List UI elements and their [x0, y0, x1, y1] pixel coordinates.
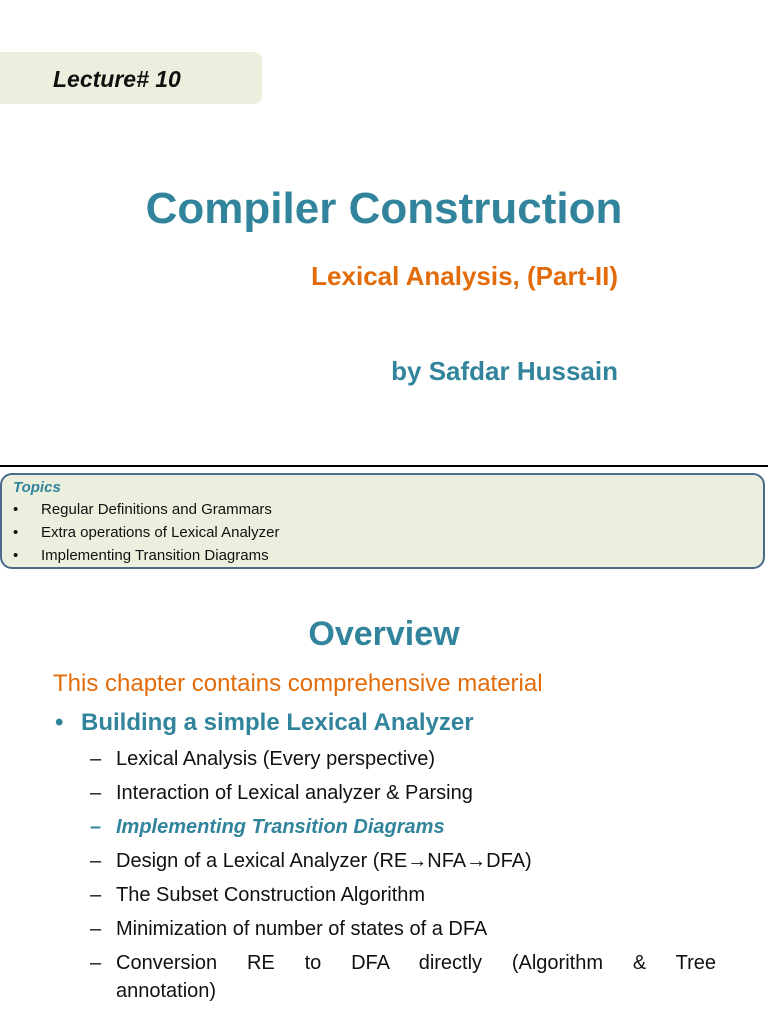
sub-point-label: The Subset Construction Algorithm: [116, 884, 426, 906]
main-bullet-label: Building a simple Lexical Analyzer: [81, 709, 474, 736]
sub-point-label: Interaction of Lexical analyzer & Parsing: [116, 782, 473, 804]
sub-point: [90, 915, 716, 943]
topic-item-label: Implementing Transition Diagrams: [41, 547, 269, 564]
sub-point-label: Design of a Lexical Analyzer (RE→NFA→DFA): [116, 850, 532, 872]
slide-subtitle: Lexical Analysis, (Part-II): [311, 261, 618, 291]
sub-point-label-continued: annotation): [116, 980, 217, 1002]
topic-item: [13, 546, 269, 566]
bullet-icon: •: [13, 547, 19, 564]
chapter-intro: This chapter contains comprehensive material: [53, 670, 543, 697]
bullet-icon: •: [13, 501, 19, 518]
bullet-icon: •: [13, 524, 19, 541]
sub-point: [90, 779, 716, 807]
slide-divider: [0, 465, 768, 467]
sub-point-label: Minimization of number of states of a DFA: [116, 918, 488, 940]
sub-point: [90, 847, 716, 875]
sub-point-label: Conversion RE to DFA directly (Algorithm & Tree: [116, 952, 716, 974]
sub-point-label: Lexical Analysis (Every perspective): [116, 748, 436, 770]
sub-point-label: Implementing Transition Diagrams: [116, 816, 445, 838]
topic-item-label: Extra operations of Lexical Analyzer: [41, 524, 280, 541]
topic-item: [13, 500, 272, 520]
dash-icon: –: [90, 782, 102, 804]
dash-icon: –: [90, 884, 102, 906]
topic-item: [13, 523, 279, 543]
sub-point: [90, 881, 716, 909]
dash-icon: –: [90, 918, 102, 940]
topic-item-label: Regular Definitions and Grammars: [41, 501, 272, 518]
dash-icon: –: [90, 850, 102, 872]
lecture-label: Lecture# 10: [53, 66, 181, 92]
slide-title: Compiler Construction: [145, 184, 623, 233]
dash-icon: –: [90, 748, 102, 770]
author-line: by Safdar Hussain: [391, 356, 618, 386]
bullet-icon: •: [55, 709, 64, 736]
sub-point: [90, 949, 716, 1005]
dash-icon: –: [90, 816, 102, 838]
main-bullet-point: [55, 707, 474, 739]
overview-title: Overview: [308, 615, 460, 653]
sub-point: [90, 745, 716, 773]
topics-title: Topics: [13, 479, 61, 496]
dash-icon: –: [90, 952, 102, 974]
sub-point-highlighted: [90, 813, 716, 841]
